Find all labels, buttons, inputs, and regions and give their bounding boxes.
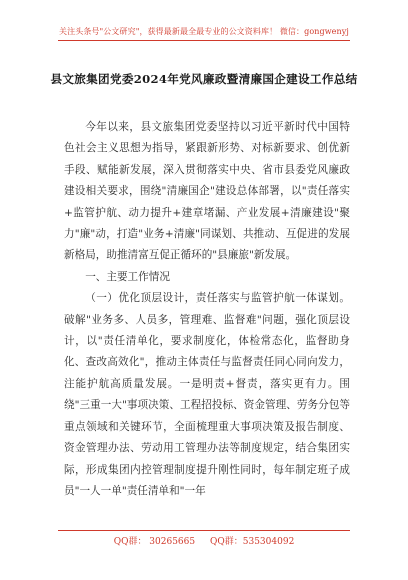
footer-contact — [0, 534, 408, 547]
qq-group-1: QQ群： 30265665 — [113, 537, 196, 547]
intro-paragraph: 今年以来，县文旅集团党委坚持以习近平新时代中国特色社会主义思想为指导，紧跟新形势、对标新要求、创优新手段、赋能新发展，深入贯彻落实中央、省市县委党风廉政建设相关要求，围绕"清廉国企"建设总体部署，以"责任落实+监管护航、动力提升+建章堵漏、产业发展+清廉建设"聚力"廉"动，打造"业务+清廉"同谋划、共推动、互促进的发展新格局，助推清富互促正循环的"县廉旅"新发展。 — [64, 121, 350, 262]
body-paragraph: （一）优化顶层设计，责任落实与监管护航一体谋划。破解"业务多、人员多，管理难、监督难"问题，强化顶层设计，以"责任清单化，要求制度化，体检常态化，监督助身化、查改高效化"，推动主体责任与监督责任同心同向发力，注能护航高质量发展。一是明责+督责，落实更有力。围绕"三重一大"事项决策、工程招投标、资金管理、劳务分包等重点领域和关键环节，全面梳理重大事项决策及报告制度、资金管理办法、劳动用工管理办法等制度规定，结合集团实际，形成集团内控管理制度提升刚性同时，每年制定班子成员"一人一单"责任清单和"一年 — [64, 292, 350, 497]
section-heading: 一、主要工作情况 — [85, 270, 170, 283]
document-body — [64, 117, 350, 502]
document-title: 县文旅集团党委2024年党风廉政暨清廉国企建设工作总结 — [50, 72, 358, 86]
header-divider — [58, 40, 350, 41]
footer-divider — [58, 530, 350, 531]
header-banner: 关注头条号"公文研究"，获得最新最全最专业的公文资料库！ 微信：gongwenyj — [59, 27, 349, 36]
qq-group-2: QQ群：535304092 — [210, 537, 295, 547]
